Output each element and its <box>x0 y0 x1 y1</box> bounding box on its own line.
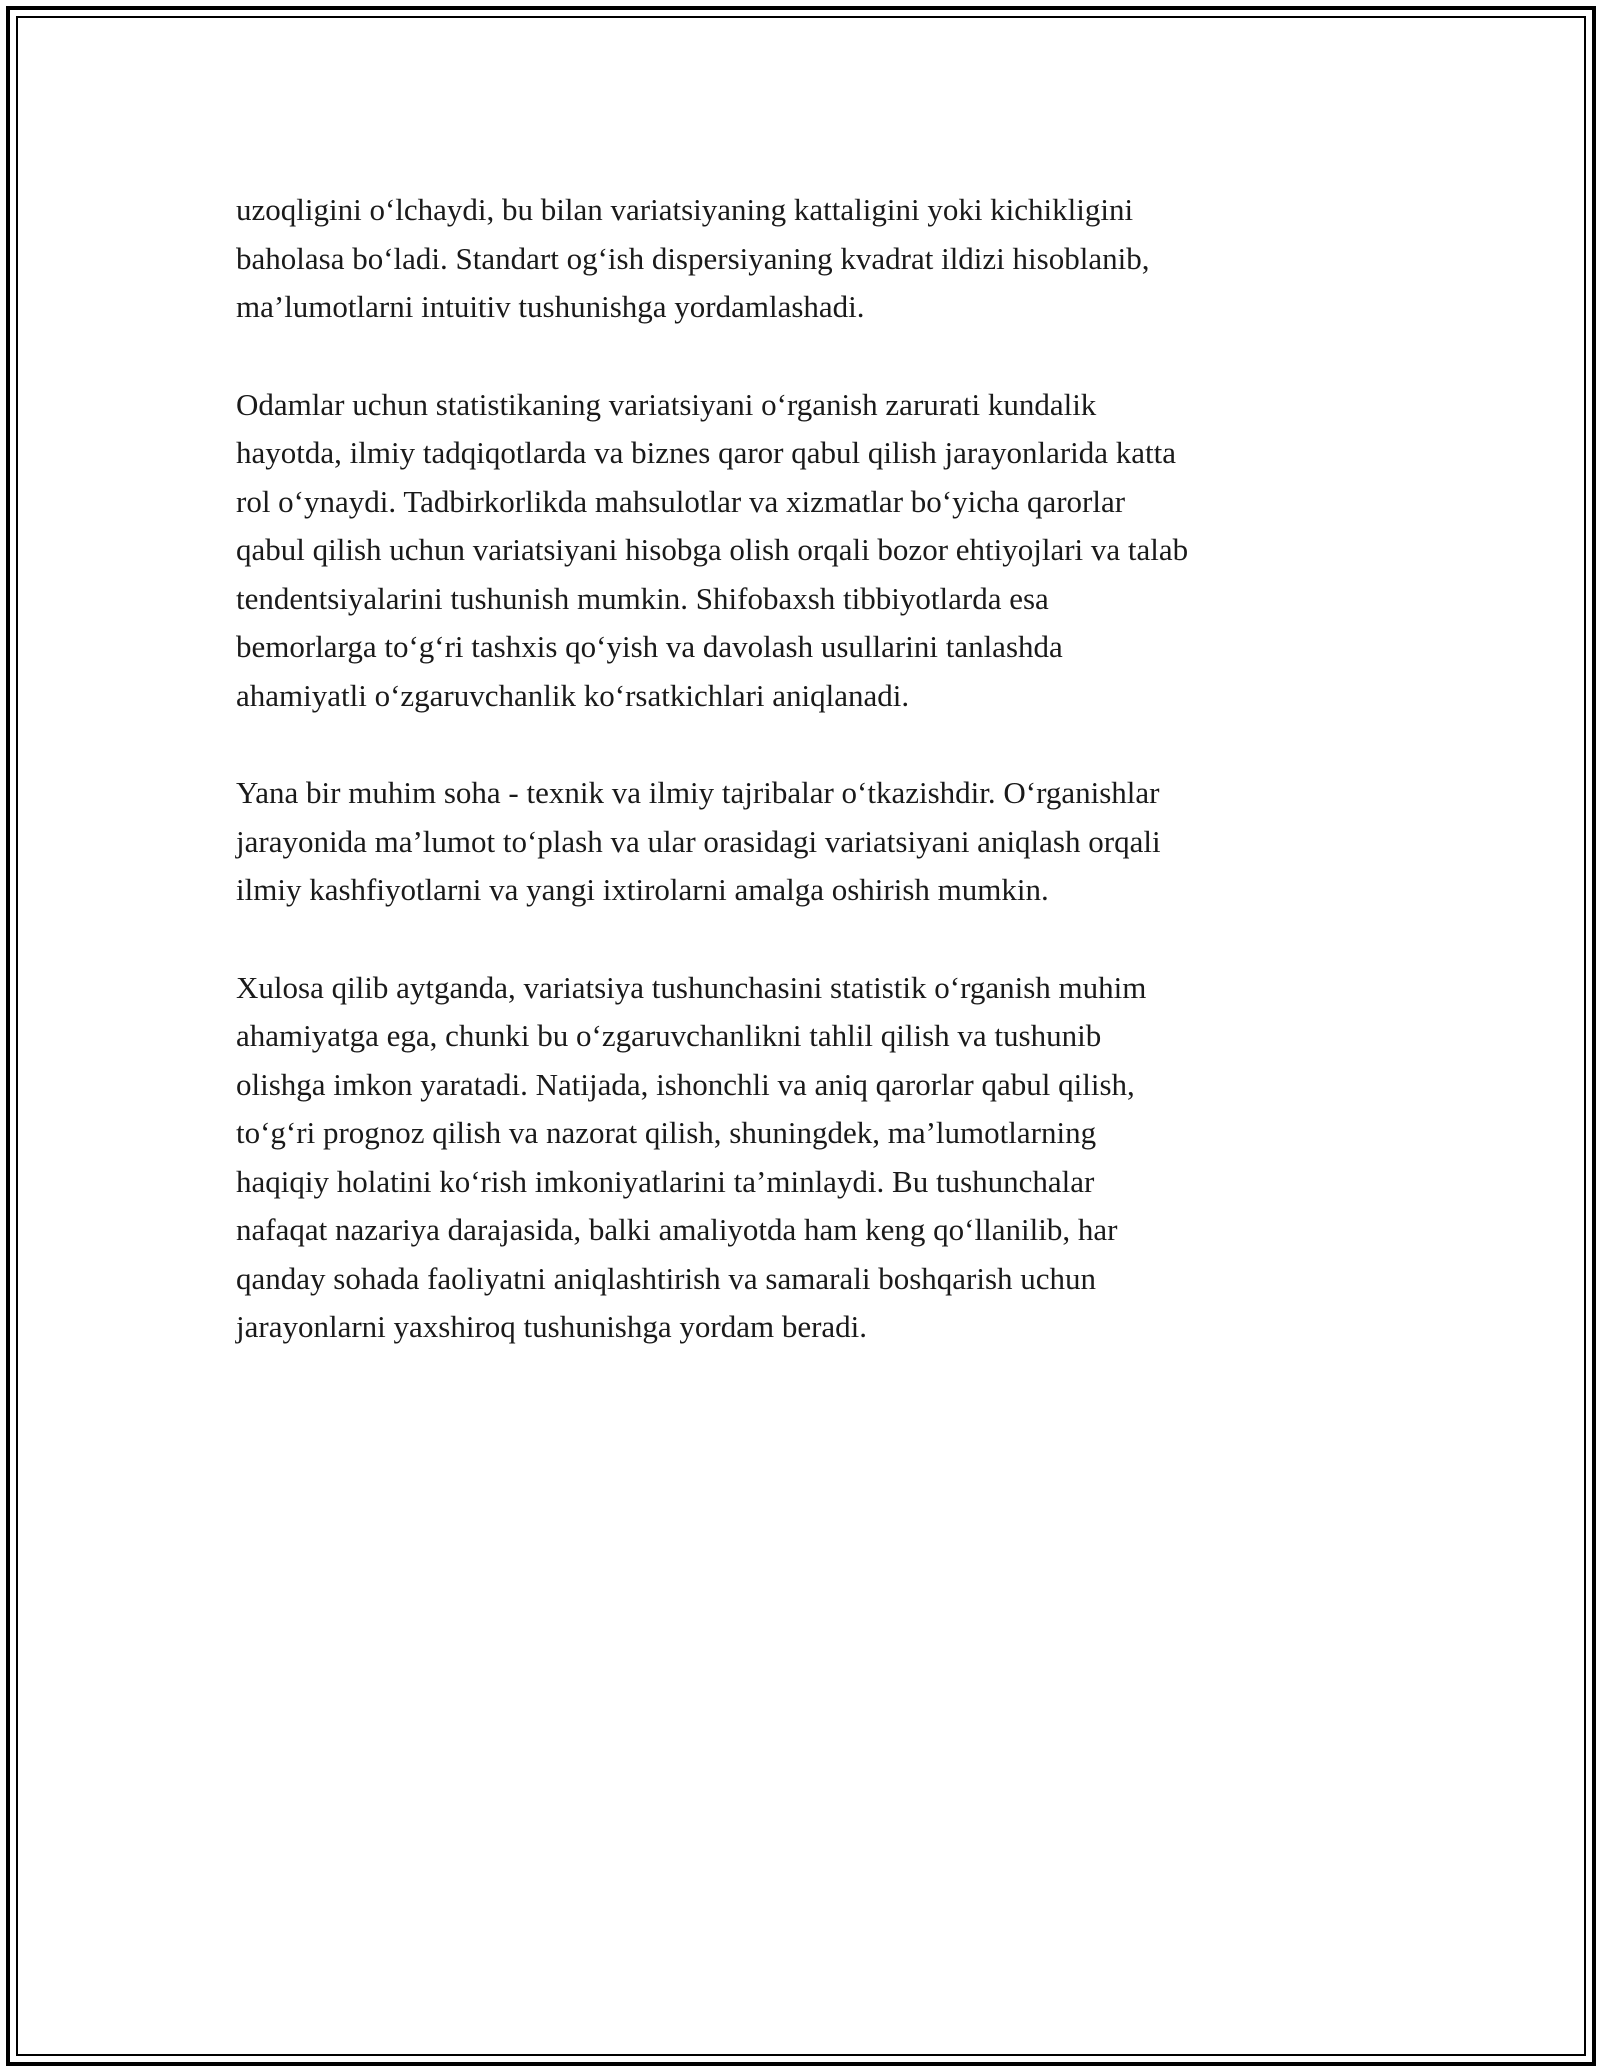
text-line: nafaqat nazariya darajasida, balki amaliyotda ham keng qo‘llanilib, har <box>236 1212 1118 1247</box>
text-line: qanday sohada faoliyatni aniqlashtirish va samarali boshqarish uchun <box>236 1260 1097 1296</box>
text-line: Yana bir muhim soha - texnik va ilmiy tajribalar o‘tkazishdir. O‘rganishlar <box>236 775 1160 810</box>
text-line: uzoqligini o‘lchaydi, bu bilan variatsiyaning kattaligini yoki kichikligini <box>236 192 1134 227</box>
text-line: hayotda, ilmiy tadqiqotlarda va biznes qaror qabul qilish jarayonlarida katta <box>236 435 1177 470</box>
paragraph-3 <box>236 769 1376 915</box>
text-line: ahamiyatga ega, chunki bu o‘zgaruvchanlikni tahlil qilish va tushunib <box>236 1018 1102 1053</box>
text-line: qabul qilish uchun variatsiyani hisobga olish orqali bozor ehtiyojlari va talab <box>236 532 1189 567</box>
text-line: jarayonlarni yaxshiroq tushunishga yordam beradi. <box>236 1309 868 1344</box>
text-line: tendentsiyalarini tushunish mumkin. Shifobaxsh tibbiyotlarda esa <box>236 580 1049 616</box>
text-line: to‘g‘ri prognoz qilish va nazorat qilish, shuningdek, ma’lumotlarning <box>236 1115 1097 1150</box>
text-line: Odamlar uchun statistikaning variatsiyani o‘rganish zarurati kundalik <box>236 386 1097 422</box>
text-line: olishga imkon yaratadi. Natijada, ishonchli va aniq qarorlar qabul qilish, <box>236 1066 1135 1102</box>
paragraph-2 <box>236 381 1376 721</box>
text-line: ilmiy kashfiyotlarni va yangi ixtirolarni amalga oshirish mumkin. <box>236 872 1049 907</box>
text-line: ahamiyatli o‘zgaruvchanlik ko‘rsatkichlari aniqlanadi. <box>236 677 910 713</box>
document-body <box>236 186 1376 1401</box>
text-line: rol o‘ynaydi. Tadbirkorlikda mahsulotlar va xizmatlar bo‘yicha qarorlar <box>236 483 1126 519</box>
text-line: bemorlarga to‘g‘ri tashxis qo‘yish va davolash usullarini tanlashda <box>236 629 1063 664</box>
text-line: haqiqiy holatini ko‘rish imkoniyatlarini ta’minlaydi. Bu tushunchalar <box>236 1163 1095 1199</box>
text-line: ma’lumotlarni intuitiv tushunishga yordamlashadi. <box>236 289 865 324</box>
text-line: baholasa bo‘ladi. Standart og‘ish dispersiyaning kvadrat ildizi hisoblanib, <box>236 240 1150 276</box>
text-line: jarayonida ma’lumot to‘plash va ular orasidagi variatsiyani aniqlash orqali <box>236 823 1161 859</box>
paragraph-1 <box>236 186 1376 332</box>
text-line: Xulosa qilib aytganda, variatsiya tushunchasini statistik o‘rganish muhim <box>236 969 1147 1005</box>
paragraph-4 <box>236 964 1376 1352</box>
